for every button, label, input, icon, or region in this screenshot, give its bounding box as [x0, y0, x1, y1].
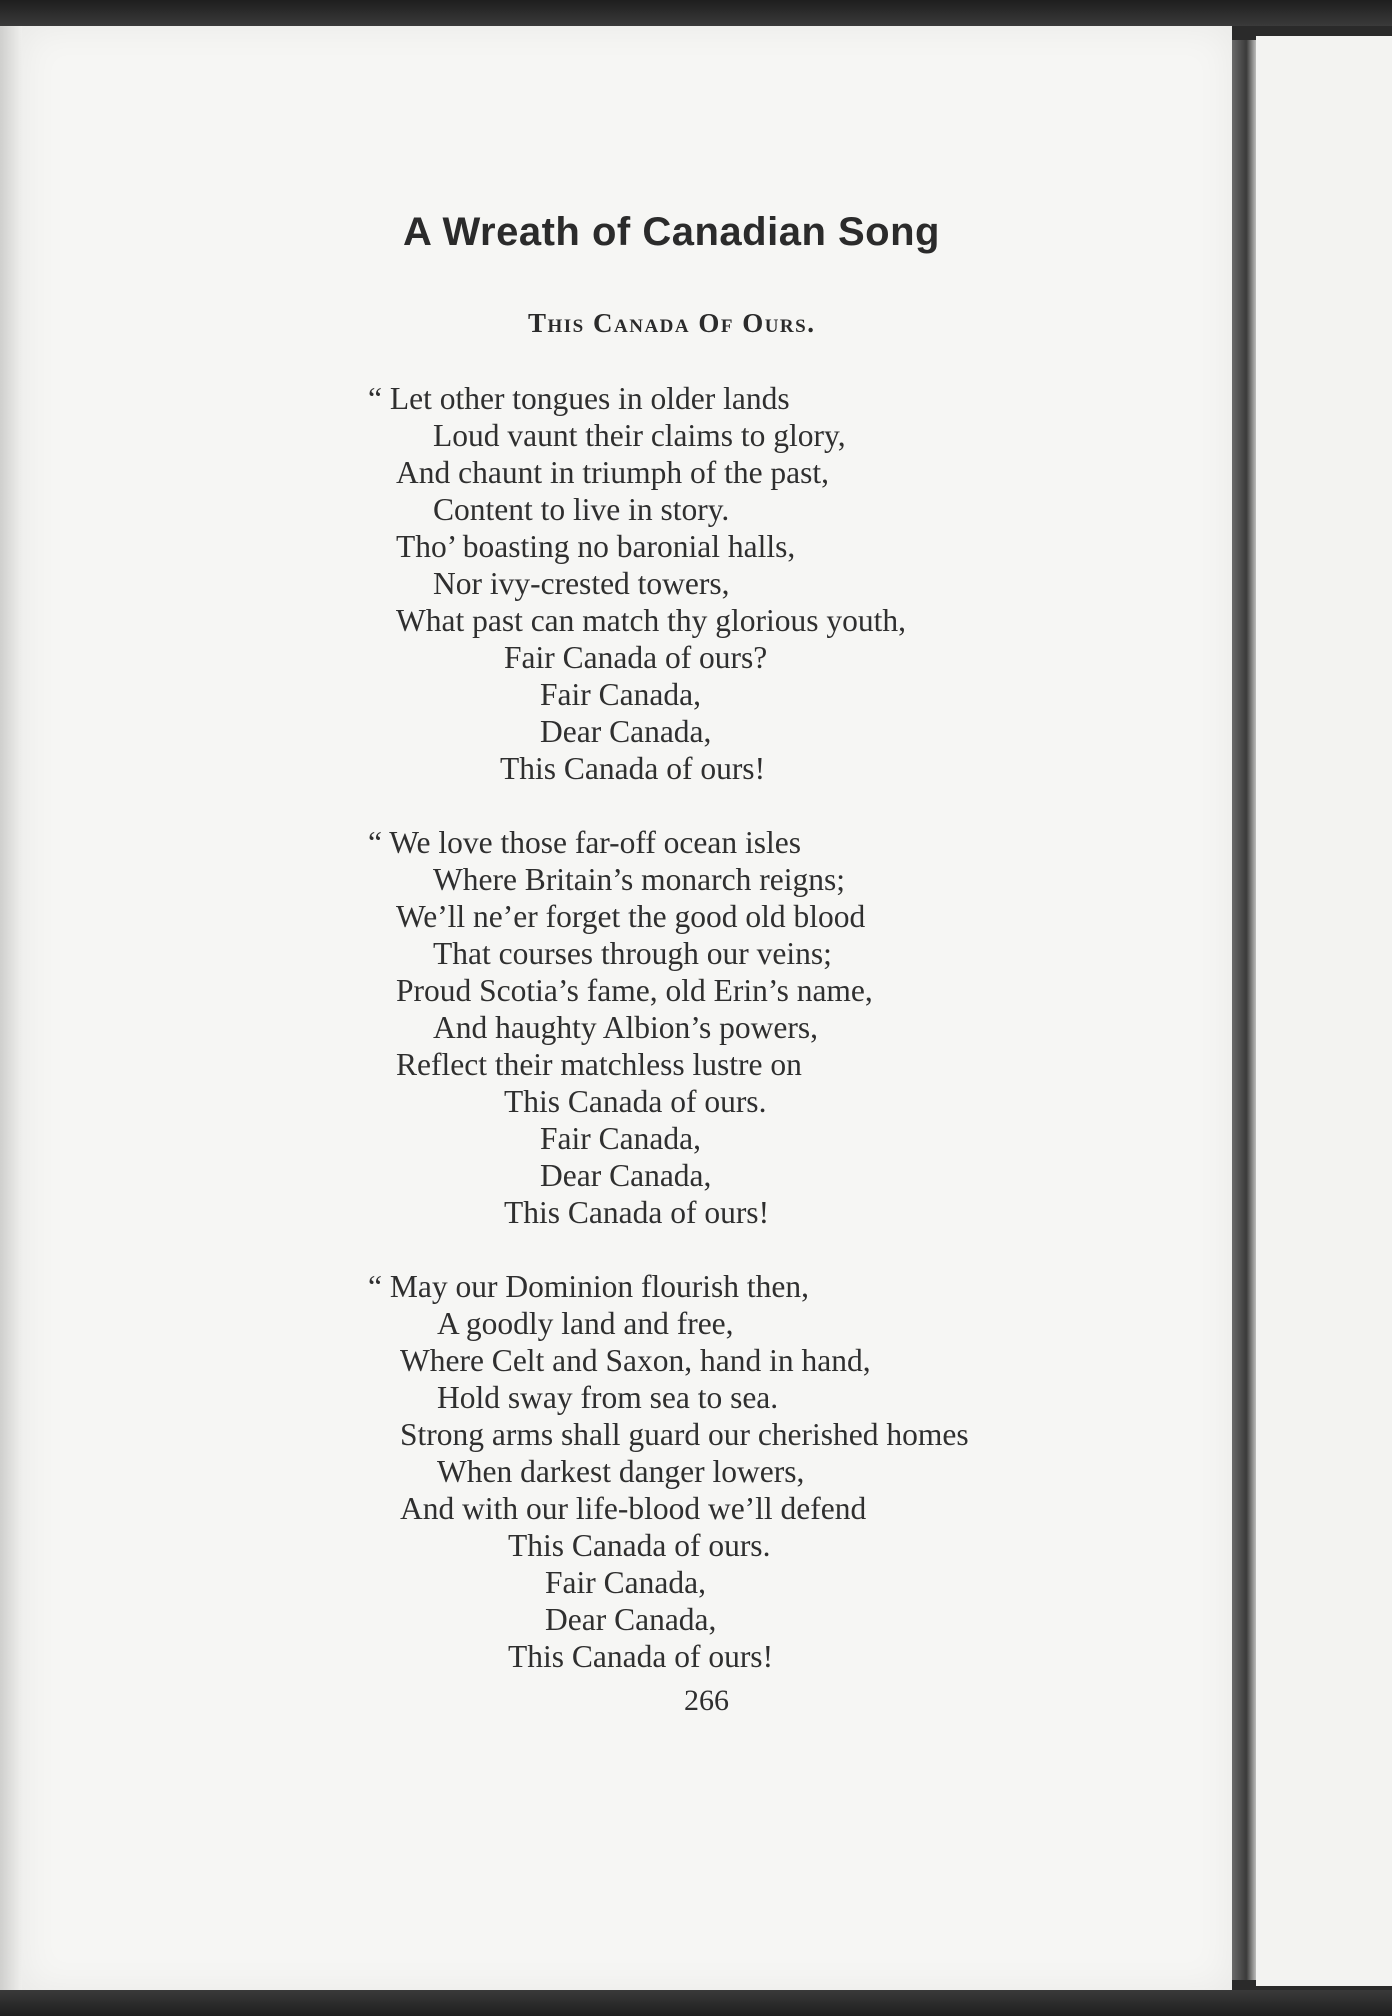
poem-line: That courses through our veins; — [433, 936, 832, 971]
poem-line: “ May our Dominion flourish then, — [368, 1269, 809, 1304]
poem-line: This Canada of ours. — [508, 1528, 771, 1563]
scan-border-top — [0, 0, 1392, 26]
poem-line: This Canada of ours. — [504, 1084, 767, 1119]
poem-line: Dear Canada, — [540, 1158, 712, 1193]
poem-line: This Canada of ours! — [508, 1639, 774, 1674]
page-left-edge — [0, 26, 22, 1992]
poem-line: Reflect their matchless lustre on — [396, 1047, 802, 1082]
page-heading: A Wreath of Canadian Song — [403, 210, 940, 254]
poem-line: When darkest danger lowers, — [437, 1454, 805, 1489]
poem-line: Fair Canada, — [540, 1121, 701, 1156]
poem-line: And with our life-blood we’ll defend — [400, 1491, 867, 1526]
poem-line: “ We love those far-off ocean isles — [368, 825, 802, 860]
poem-line: Fair Canada, — [545, 1565, 706, 1600]
poem-line: Content to live in story. — [433, 492, 730, 527]
poem-line: We’ll ne’er forget the good old blood — [396, 899, 866, 934]
poem-line: Loud vaunt their claims to glory, — [433, 418, 846, 453]
poem-line: Tho’ boasting no baronial halls, — [396, 529, 796, 564]
poem-title: This Canada Of Ours. — [528, 308, 816, 338]
poem-line: What past can match thy glorious youth, — [396, 603, 907, 638]
poem-line: Where Celt and Saxon, hand in hand, — [400, 1343, 871, 1378]
poem-line: Nor ivy-crested towers, — [433, 566, 730, 601]
poem-line: A goodly land and free, — [437, 1306, 734, 1341]
scan-border-bottom — [0, 1990, 1392, 2016]
poem-line: Fair Canada, — [540, 677, 701, 712]
poem-line: “ Let other tongues in older lands — [368, 381, 790, 416]
poem-line: Strong arms shall guard our cherished homes — [400, 1417, 969, 1452]
poem-line: Hold sway from sea to sea. — [437, 1380, 779, 1415]
poem-line: Dear Canada, — [545, 1602, 717, 1637]
poem-line: Dear Canada, — [540, 714, 712, 749]
facing-page-edge — [1256, 36, 1392, 1986]
book-spine — [1232, 40, 1256, 1980]
poem-line: This Canada of ours! — [504, 1195, 770, 1230]
poem-line: Proud Scotia’s fame, old Erin’s name, — [396, 973, 873, 1008]
poem-line: Fair Canada of ours? — [504, 640, 768, 675]
page-number: 266 — [684, 1684, 729, 1717]
poem-line: This Canada of ours! — [500, 751, 766, 786]
poem-line: Where Britain’s monarch reigns; — [433, 862, 845, 897]
poem-line: And chaunt in triumph of the past, — [396, 455, 830, 490]
poem-line: And haughty Albion’s powers, — [433, 1010, 818, 1045]
